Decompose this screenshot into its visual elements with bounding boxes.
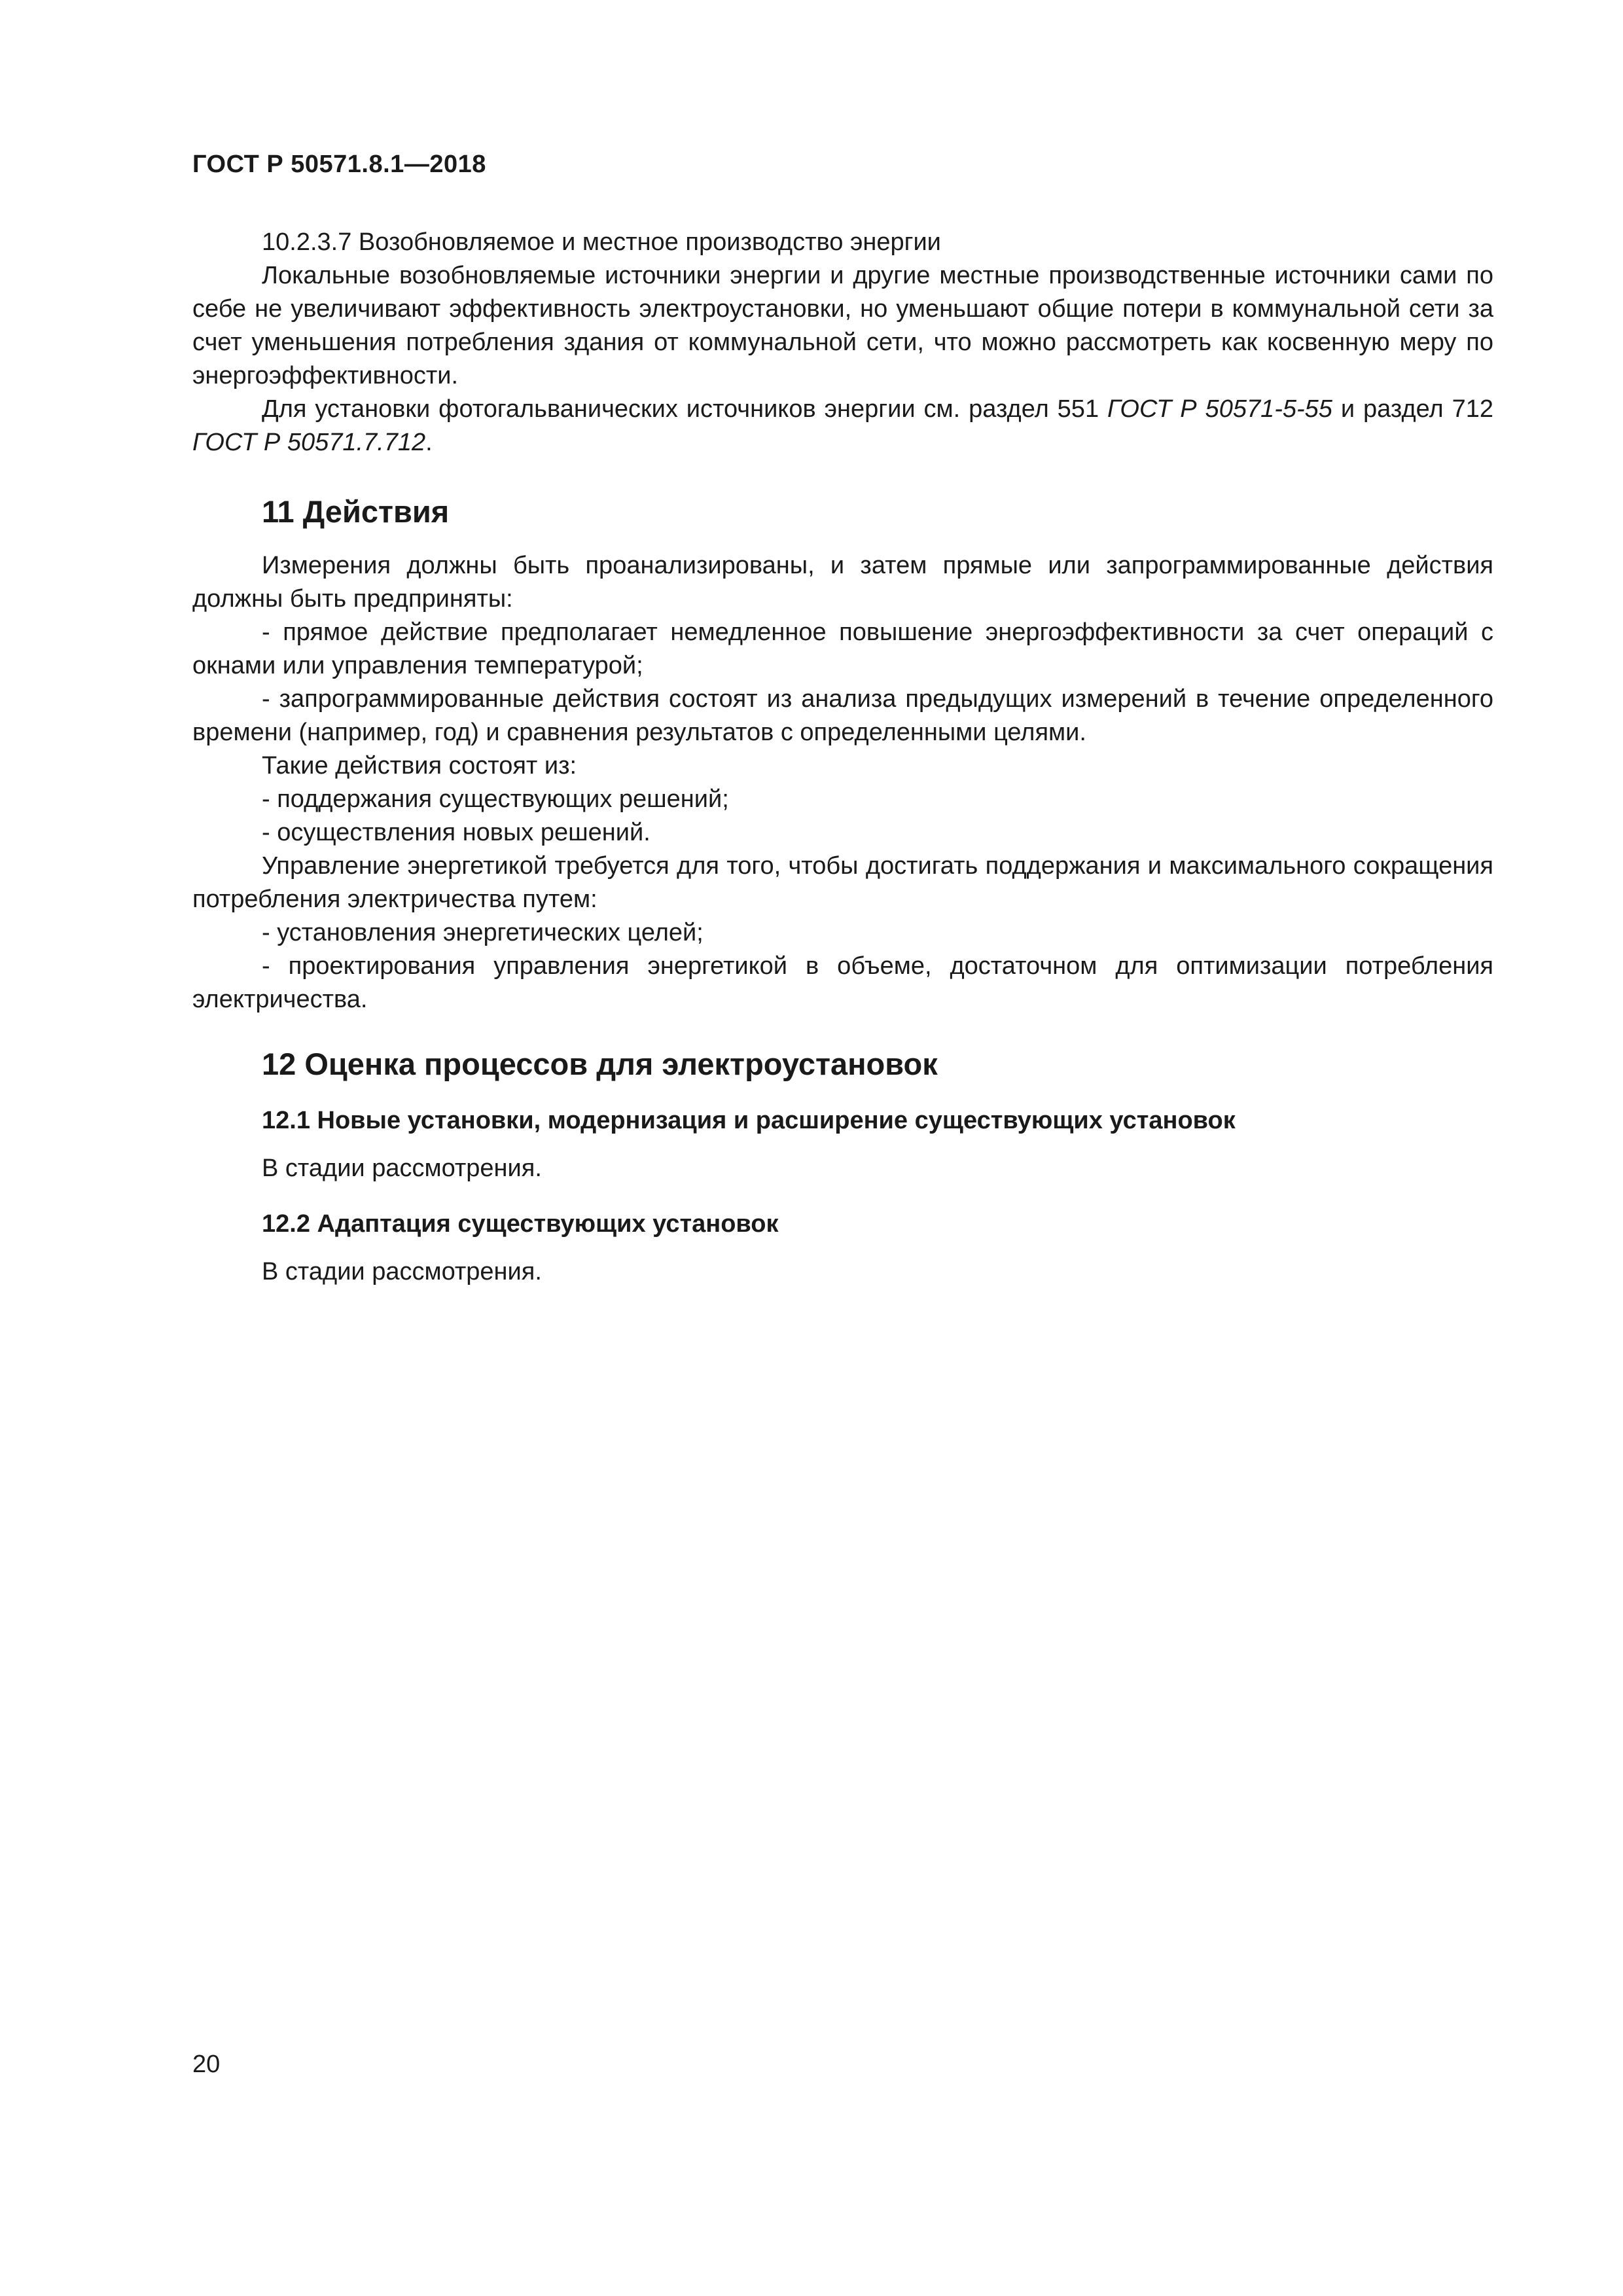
subsection-12-1-text [192,1152,1493,1185]
paragraph: В стадии рассмотрения. [262,1258,542,1285]
paragraph: Измерения должны быть проанализированы, и затем прямые или запрограммированные действия должны быть предприняты: [192,552,1493,613]
list-item: - установления энергетических целей; [262,919,704,946]
section-heading: 12 Оценка процессов для электроустановок [262,1047,938,1081]
subsection-heading: 12.1 Новые установки, модернизация и расширение существующих установок [262,1107,1236,1134]
paragraph: Управление энергетикой требуется для того, чтобы достигать поддержания и максимального сокращения потребления электричества путем: [192,852,1493,913]
text-fragment: . [425,429,433,456]
text-fragment: Для установки фотогальванических источников энергии см. раздел 551 [262,395,1107,423]
paragraph: Локальные возобновляемые источники энергии и другие местные производственные источники сами по себе не увеличивают эффективность электроустановки, но уменьшают общие потери в коммунальной сети за счет уменьшения потребления здания от коммунальной сети, что можно рассмотреть как косвенную меру по энергоэффективности. [192,262,1493,389]
list-item: - поддержания существующих решений; [262,785,729,813]
subsection-12-1-heading [192,1104,1493,1138]
paragraph: В стадии рассмотрения. [262,1155,542,1182]
standard-reference: ГОСТ Р 50571.7.712 [192,429,426,456]
section-10-2-3-7 [192,226,1493,459]
list-item: - прямое действие предполагает немедленное повышение энергоэффективности за счет операций с окнами или управления температурой; [192,619,1493,679]
section-heading: 11 Действия [262,494,450,529]
paragraph: Такие действия состоят из: [262,752,577,780]
list-item: - осуществления новых решений. [262,819,651,846]
subsection-heading: 12.2 Адаптация существующих установок [262,1210,779,1238]
paragraph-references [192,393,1493,459]
subsection-12-2-heading [192,1208,1493,1241]
text-fragment: и раздел 712 [1332,395,1493,423]
section-12 [192,1045,1493,1084]
section-11 [192,492,1493,531]
document-header: ГОСТ Р 50571.8.1—2018 [192,151,486,178]
page-number: 20 [192,2051,221,2078]
section-11-body [192,549,1493,1016]
list-item: - запрограммированные действия состоят из анализа предыдущих измерений в течение определенного времени (например, год) и сравнения результатов с определенными целями. [192,685,1493,746]
subsection-12-2-text [192,1255,1493,1289]
list-item: - проектирования управления энергетикой в объеме, достаточном для оптимизации потребления электричества. [192,952,1493,1013]
clause-title: 10.2.3.7 Возобновляемое и местное производство энергии [262,228,941,256]
standard-reference: ГОСТ Р 50571-5-55 [1107,395,1332,423]
